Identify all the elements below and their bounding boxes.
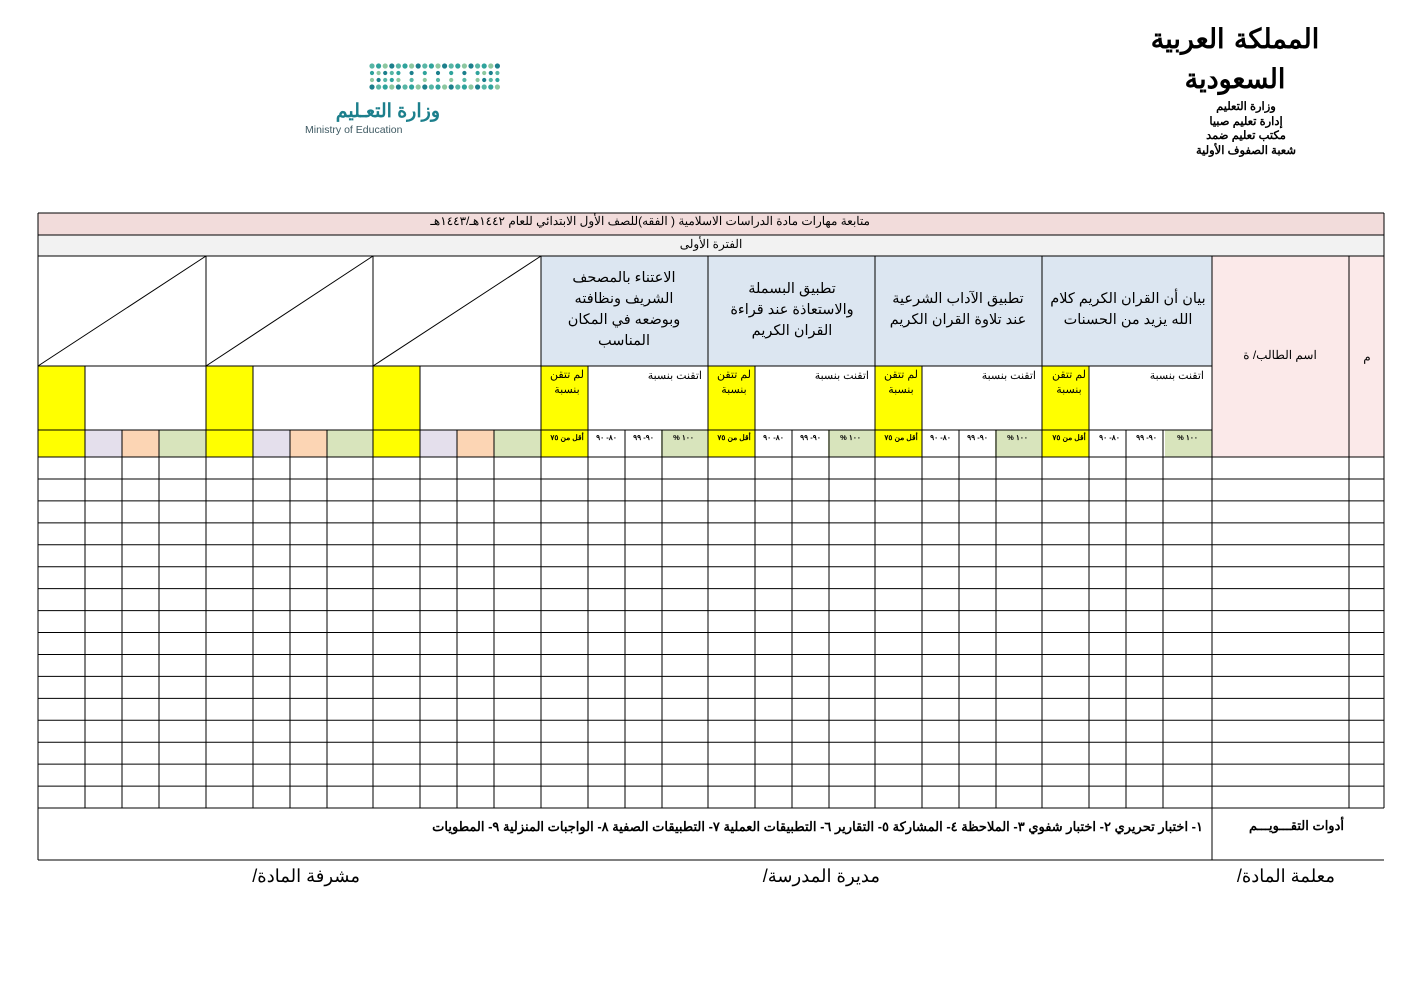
range-below-75-4: أقل من ٧٥ (550, 433, 584, 442)
empty-lavender-bg (420, 430, 457, 457)
ministry-logo-english: Ministry of Education (305, 124, 403, 136)
empty-green-bg (159, 430, 206, 457)
diagonal-line (206, 256, 373, 366)
supervisor-signature: مشرفة المادة/ (252, 866, 360, 886)
range-below-75-2: أقل من ٧٥ (884, 433, 918, 442)
range-100-3: ١٠٠ % (840, 433, 861, 442)
name-column-header: اسم الطالب/ ة (1243, 348, 1317, 362)
empty-yellow-bg (373, 366, 420, 457)
not-achieved-label-2: لم تتقن بنسبة (883, 369, 919, 396)
range-80-90-4: ٨٠- ٩٠ (596, 433, 617, 442)
teacher-signature: معلمة المادة/ (1236, 866, 1335, 886)
period-label: الفترة الأولى (679, 237, 743, 251)
evaluation-tools-list: ١- اختبار تحريري ٢- اختبار شفوي ٣- الملاحظة ٤- المشاركة ٥- التقارير ٦- التطبيقات العملية ٧- التطبيقات الصفية ٨- الواجبات المنزلية ٩- المطويات (432, 819, 1203, 834)
principal-signature: مديرة المدرسة/ (762, 866, 880, 886)
skill-header-1: بيان أن القران الكريم كلام الله يزيد من الحسنات (1050, 291, 1206, 328)
empty-lavender-bg (85, 430, 122, 457)
not-achieved-label-3: لم تتقن بنسبة (716, 369, 752, 396)
kingdom-logo-text: المملكة العربية السعودية (1150, 24, 1320, 95)
ministry-logo-arabic: وزارة التعـليم (335, 101, 440, 122)
empty-lavender-bg (253, 430, 290, 457)
empty-orange-bg (457, 430, 494, 457)
header-line-division: شعبة الصفوف الأولية (1195, 144, 1296, 157)
achieved-label-2: اتقنت بنسبة (981, 370, 1036, 382)
num-column-header: م (1363, 350, 1371, 364)
header-line-ministry: وزارة التعليم (1216, 101, 1276, 113)
header-line-administration: إدارة تعليم صبيا (1209, 115, 1283, 128)
range-90-99-4: ٩٠- ٩٩ (633, 433, 654, 442)
diagonal-line (38, 256, 206, 366)
empty-green-bg (327, 430, 373, 457)
range-90-99-3: ٩٠- ٩٩ (800, 433, 821, 442)
range-100-2: ١٠٠ % (1007, 433, 1028, 442)
range-90-99-2: ٩٠- ٩٩ (967, 433, 988, 442)
empty-yellow-bg (38, 366, 85, 457)
range-80-90-3: ٨٠- ٩٠ (763, 433, 784, 442)
evaluation-tools-label: أدوات التقـــويـــم (1248, 818, 1344, 833)
empty-orange-bg (290, 430, 327, 457)
empty-yellow-bg (206, 366, 253, 457)
achieved-label-4: اتقنت بنسبة (647, 370, 702, 382)
achieved-label-3: اتقنت بنسبة (814, 370, 869, 382)
skill-header-4: الاعتناء بالمصحف الشريف ونظافته وبوضعه في المكان المناسب (567, 269, 681, 349)
achieved-label-1: اتقنت بنسبة (1149, 370, 1204, 382)
table-title: متابعة مهارات مادة الدراسات الاسلامية ( الفقه)للصف الأول الابتدائي للعام ١٤٤٢هـ/١٤٤٣هـ (430, 214, 870, 228)
diagonal-line (373, 256, 541, 366)
range-90-99-1: ٩٠- ٩٩ (1136, 433, 1157, 442)
skill-header-3: تطبيق البسملة والاستعاذة عند قراءة القران الكريم (730, 280, 854, 339)
range-80-90-2: ٨٠- ٩٠ (930, 433, 951, 442)
header-line-office: مكتب تعليم ضمد (1206, 130, 1286, 142)
range-below-75-3: أقل من ٧٥ (717, 433, 751, 442)
empty-green-bg (494, 430, 541, 457)
range-100-4: ١٠٠ % (673, 433, 694, 442)
not-achieved-label-1: لم تتقن بنسبة (1051, 369, 1087, 396)
range-below-75-1: أقل من ٧٥ (1052, 433, 1086, 442)
skill-header-2: تطبيق الآداب الشرعية عند تلاوة القران الكريم (889, 291, 1027, 328)
empty-orange-bg (122, 430, 159, 457)
range-100-1: ١٠٠ % (1177, 433, 1198, 442)
range-80-90-1: ٨٠- ٩٠ (1099, 433, 1120, 442)
not-achieved-label-4: لم تتقن بنسبة (549, 369, 585, 396)
